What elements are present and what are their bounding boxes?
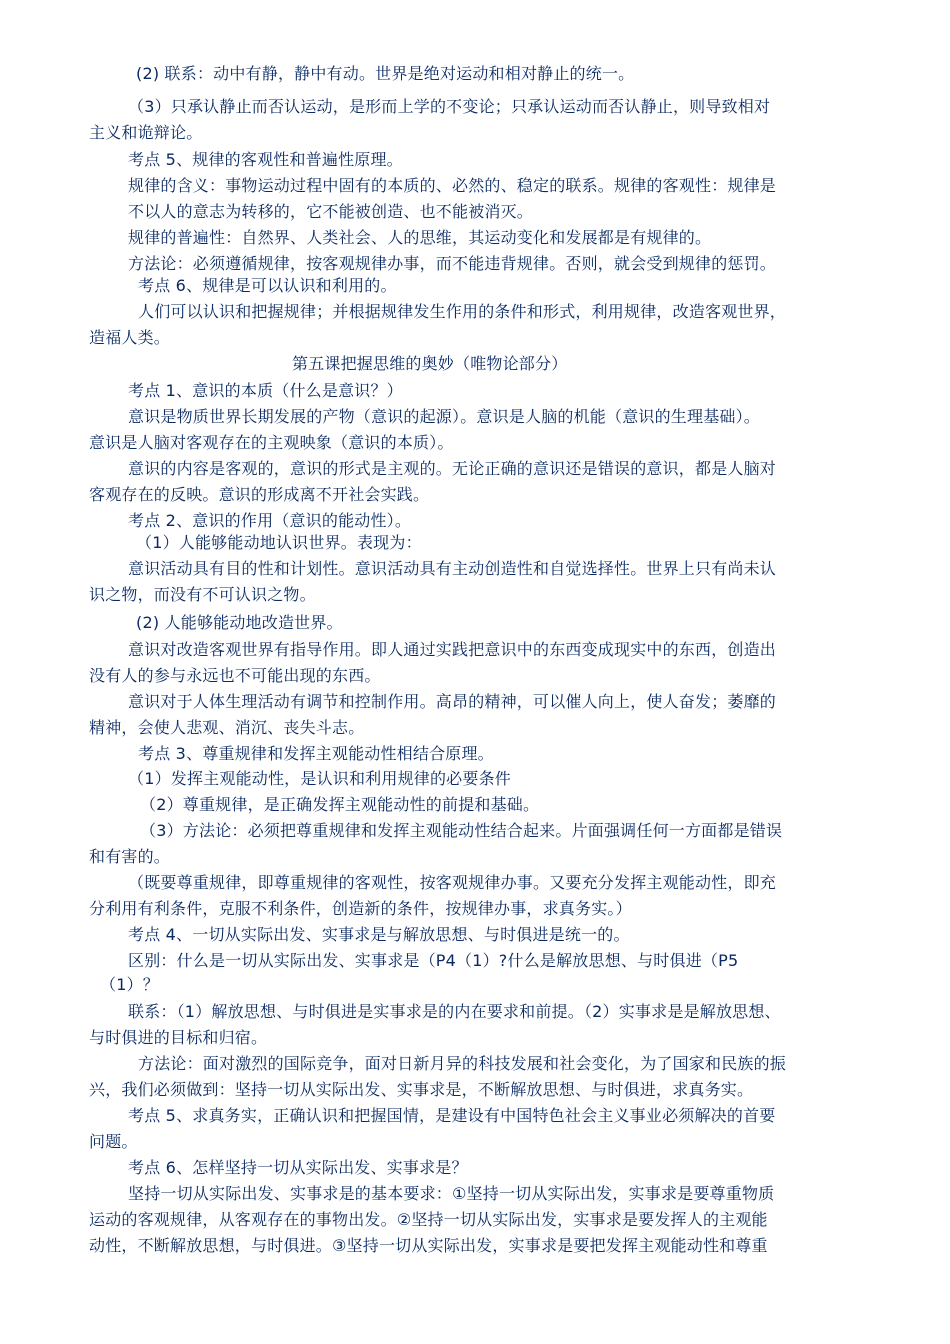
text-line: 方法论：面对激烈的国际竞争，面对日新月异的科技发展和社会变化，为了国家和民族的振: [138, 1054, 787, 1073]
text-line: 分利用有利条件，克服不利条件，创造新的条件，按规律办事，求真务实。）: [89, 899, 632, 918]
text-line: 人们可以认识和把握规律；并根据规律发生作用的条件和形式，利用规律，改造客观世界，: [138, 302, 787, 321]
text-line: 考点 2、意识的作用（意识的能动性）。: [128, 511, 412, 530]
text-line: （既要尊重规律，即尊重规律的客观性，按客观规律办事。又要充分发挥主观能动性，即充: [128, 873, 777, 892]
text-line: （2）尊重规律，是正确发挥主观能动性的前提和基础。: [140, 795, 540, 814]
text-line: 问题。: [89, 1132, 138, 1151]
text-line: 考点 5、规律的客观性和普遍性原理。: [128, 150, 403, 169]
text-line: 意识对改造客观世界有指导作用。即人通过实践把意识中的东西变成现实中的东西，创造出: [128, 640, 777, 659]
text-line: 造福人类。: [89, 328, 171, 347]
text-line: （1）？: [100, 975, 159, 994]
text-line: 运动的客观规律，从客观存在的事物出发。②坚持一切从实际出发，实事求是要发挥人的主观能: [89, 1210, 768, 1229]
text-line: （1）发挥主观能动性，是认识和利用规律的必要条件: [128, 769, 511, 788]
text-line: 与时俱进的目标和归宿。: [89, 1028, 268, 1047]
text-line: 考点 6、规律是可以认识和利用的。: [138, 276, 397, 295]
text-line: 不以人的意志为转移的，它不能被创造、也不能被消灭。: [128, 202, 534, 221]
text-line: 考点 5、求真务实，正确认识和把握国情，是建设有中国特色社会主义事业必须解决的首要: [128, 1106, 776, 1125]
text-line: 意识活动具有目的性和计划性。意识活动具有主动创造性和自觉选择性。世界上只有尚未认: [128, 559, 777, 578]
text-line: 意识对于人体生理活动有调节和控制作用。高昂的精神，可以催人向上，使人奋发；萎靡的: [128, 692, 777, 711]
text-line: 识之物，而没有不可认识之物。: [89, 585, 316, 604]
text-line: 意识的内容是客观的，意识的形式是主观的。无论正确的意识还是错误的意识，都是人脑对: [128, 459, 777, 478]
text-line: 坚持一切从实际出发、实事求是的基本要求：①坚持一切从实际出发，实事求是要尊重物质: [128, 1184, 775, 1203]
text-line: 主义和诡辩论。: [89, 123, 203, 142]
text-line: 动性，不断解放思想，与时俱进。③坚持一切从实际出发，实事求是要把发挥主观能动性和尊重: [89, 1236, 768, 1255]
text-line: 意识是人脑对客观存在的主观映象（意识的本质）。: [89, 433, 454, 452]
text-line: 考点 3、尊重规律和发挥主观能动性相结合原理。: [138, 744, 494, 763]
text-line: (2) 联系：动中有静，静中有动。世界是绝对运动和相对静止的统一。: [136, 64, 635, 83]
text-line: 兴，我们必须做到：坚持一切从实际出发、实事求是，不断解放思想、与时俱进，求真务实。: [89, 1080, 754, 1099]
section-title: 第五课把握思维的奥妙（唯物论部分）: [292, 354, 568, 373]
text-line: 和有害的。: [89, 847, 171, 866]
text-line: （3）方法论：必须把尊重规律和发挥主观能动性结合起来。片面强调任何一方面都是错误: [140, 821, 783, 840]
text-line: 区别：什么是一切从实际出发、实事求是（P4（1）?什么是解放思想、与时俱进（P5: [128, 951, 739, 970]
text-line: 考点 1、意识的本质（什么是意识？）: [128, 381, 403, 400]
text-line: 方法论：必须遵循规律，按客观规律办事，而不能违背规律。否则，就会受到规律的惩罚。: [128, 254, 777, 273]
text-line: 规律的含义：事物运动过程中固有的本质的、必然的、稳定的联系。规律的客观性：规律是: [128, 176, 777, 195]
text-line: 精神，会使人悲观、消沉、丧失斗志。: [89, 718, 365, 737]
text-line: 客观存在的反映。意识的形成离不开社会实践。: [89, 485, 430, 504]
text-line: （1）人能够能动地认识世界。表现为：: [136, 533, 422, 552]
text-line: （3）只承认静止而否认运动，是形而上学的不变论；只承认运动而否认静止，则导致相对: [128, 97, 771, 116]
text-line: 意识是物质世界长期发展的产物（意识的起源）。意识是人脑的机能（意识的生理基础）。: [128, 407, 761, 426]
text-line: 考点 4、一切从实际出发、实事求是与解放思想、与时俱进是统一的。: [128, 925, 630, 944]
text-line: 联系：（1）解放思想、与时俱进是实事求是的内在要求和前提。（2）实事求是是解放思想、: [128, 1002, 781, 1021]
text-line: 考点 6、怎样坚持一切从实际出发、实事求是？: [128, 1158, 468, 1177]
text-line: 没有人的参与永远也不可能出现的东西。: [89, 666, 381, 685]
text-line: (2) 人能够能动地改造世界。: [136, 613, 343, 632]
text-line: 规律的普遍性：自然界、人类社会、人的思维，其运动变化和发展都是有规律的。: [128, 228, 712, 247]
